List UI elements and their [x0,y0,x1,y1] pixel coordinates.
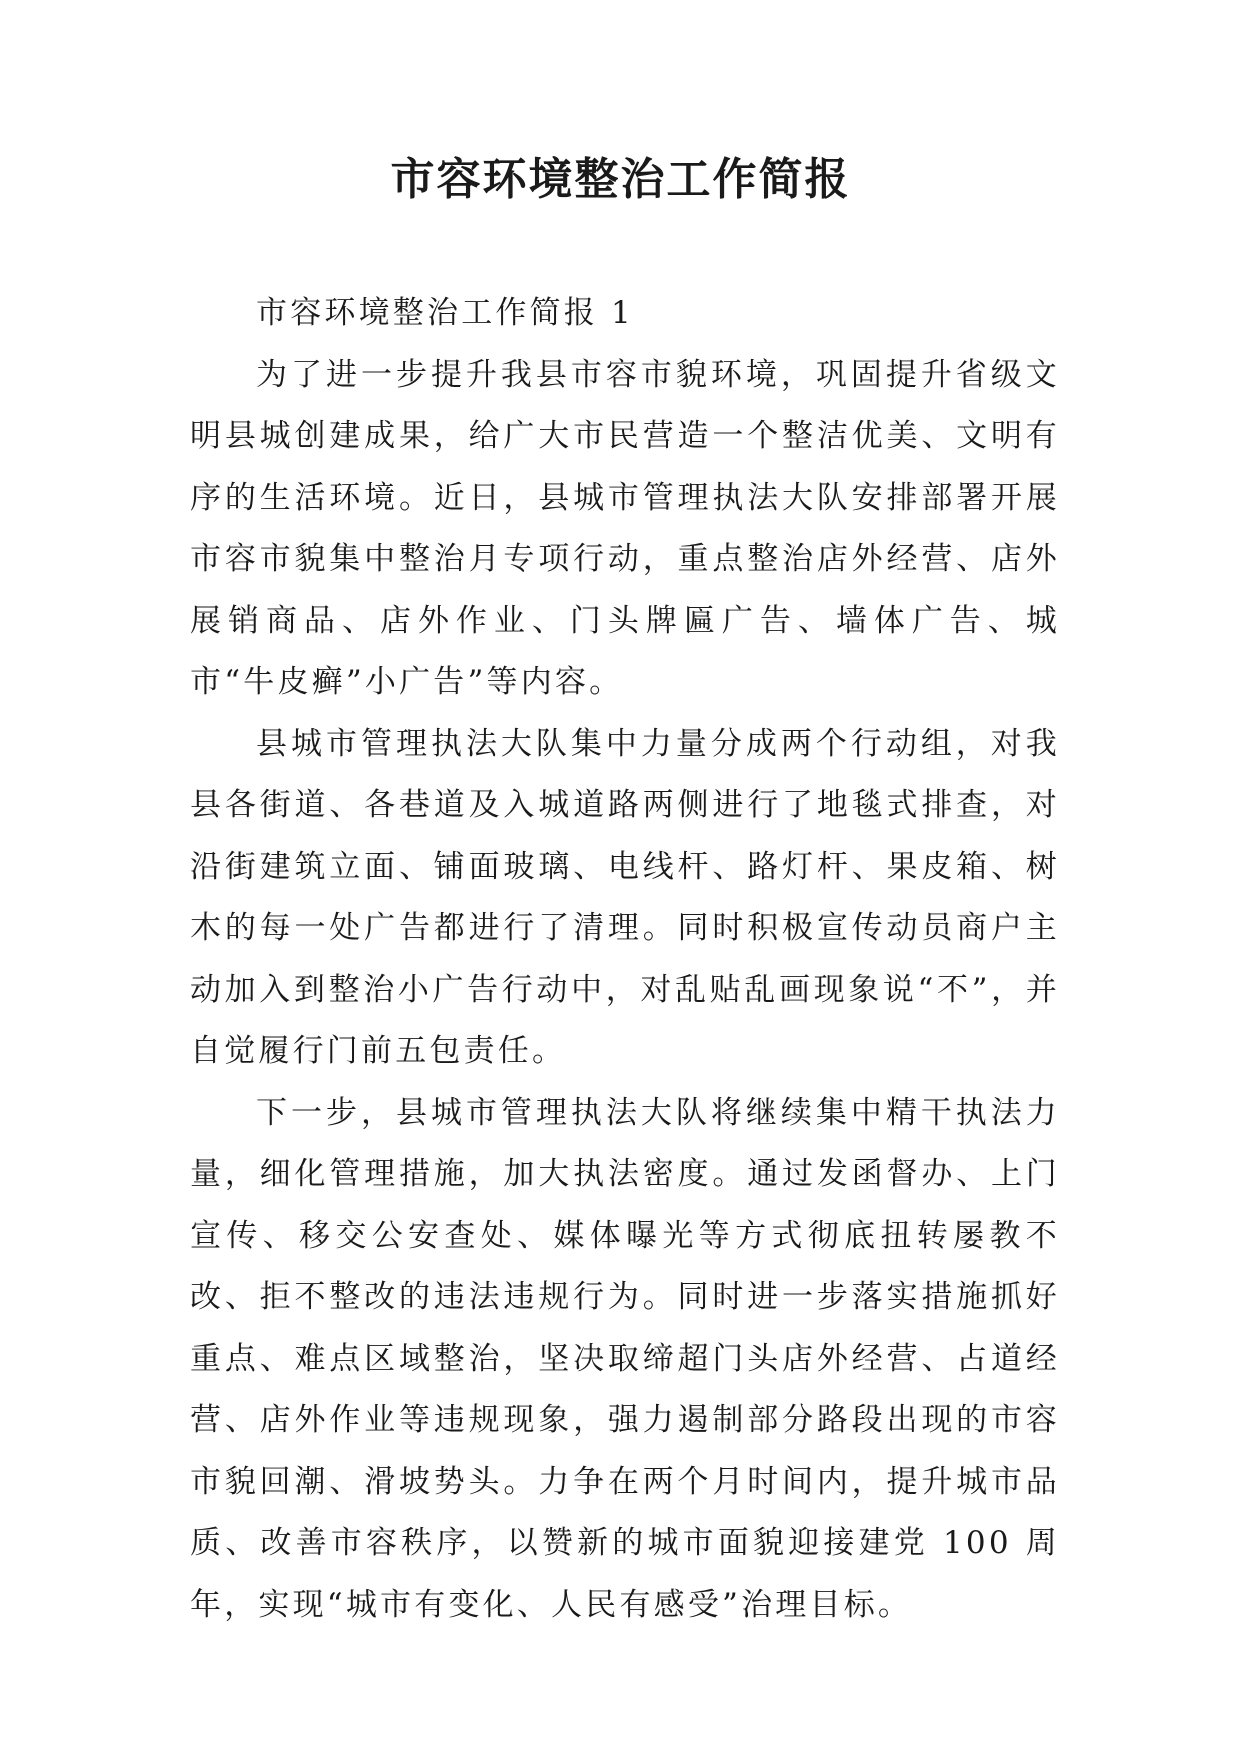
paragraph-3: 下一步，县城市管理执法大队将继续集中精干执法力量，细化管理措施，加大执法密度。通过发函督办、上门宣传、移交公安查处、媒体曝光等方式彻底扭转屡教不改、拒不整改的违法违规行为。同时进一步落实措施抓好重点、难点区域整治，坚决取缔超门头店外经营、占道经营、店外作业等违规现象，强力遏制部分路段出现的市容市貌回潮、滑坡势头。力争在两个月时间内，提升城市品质、改善市容秩序，以赞新的城市面貌迎接建党 100 周年，实现“城市有变化、人民有感受”治理目标。 [190,1094,1060,1623]
paragraph-2: 县城市管理执法大队集中力量分成两个行动组，对我县各街道、各巷道及入城道路两侧进行了地毯式排查，对沿街建筑立面、铺面玻璃、电线杆、路灯杆、果皮箱、树木的每一处广告都进行了清理。同时积极宣传动员商户主动加入到整治小广告行动中，对乱贴乱画现象说“不”，并自觉履行门前五包责任。 [190,725,1060,1069]
section-heading: 市容环境整治工作简报 1 [256,295,634,331]
document-body [190,283,1060,1636]
paragraph-1: 为了进一步提升我县市容市貌环境，巩固提升省级文明县城创建成果，给广大市民营造一个整洁优美、文明有序的生活环境。近日，县城市管理执法大队安排部署开展市容市貌集中整治月专项行动，重点整治店外经营、店外展销商品、店外作业、门头牌匾广告、墙体广告、城市“牛皮癣”小广告”等内容。 [190,356,1060,700]
document-title: 市容环境整治工作简报 [390,154,851,205]
